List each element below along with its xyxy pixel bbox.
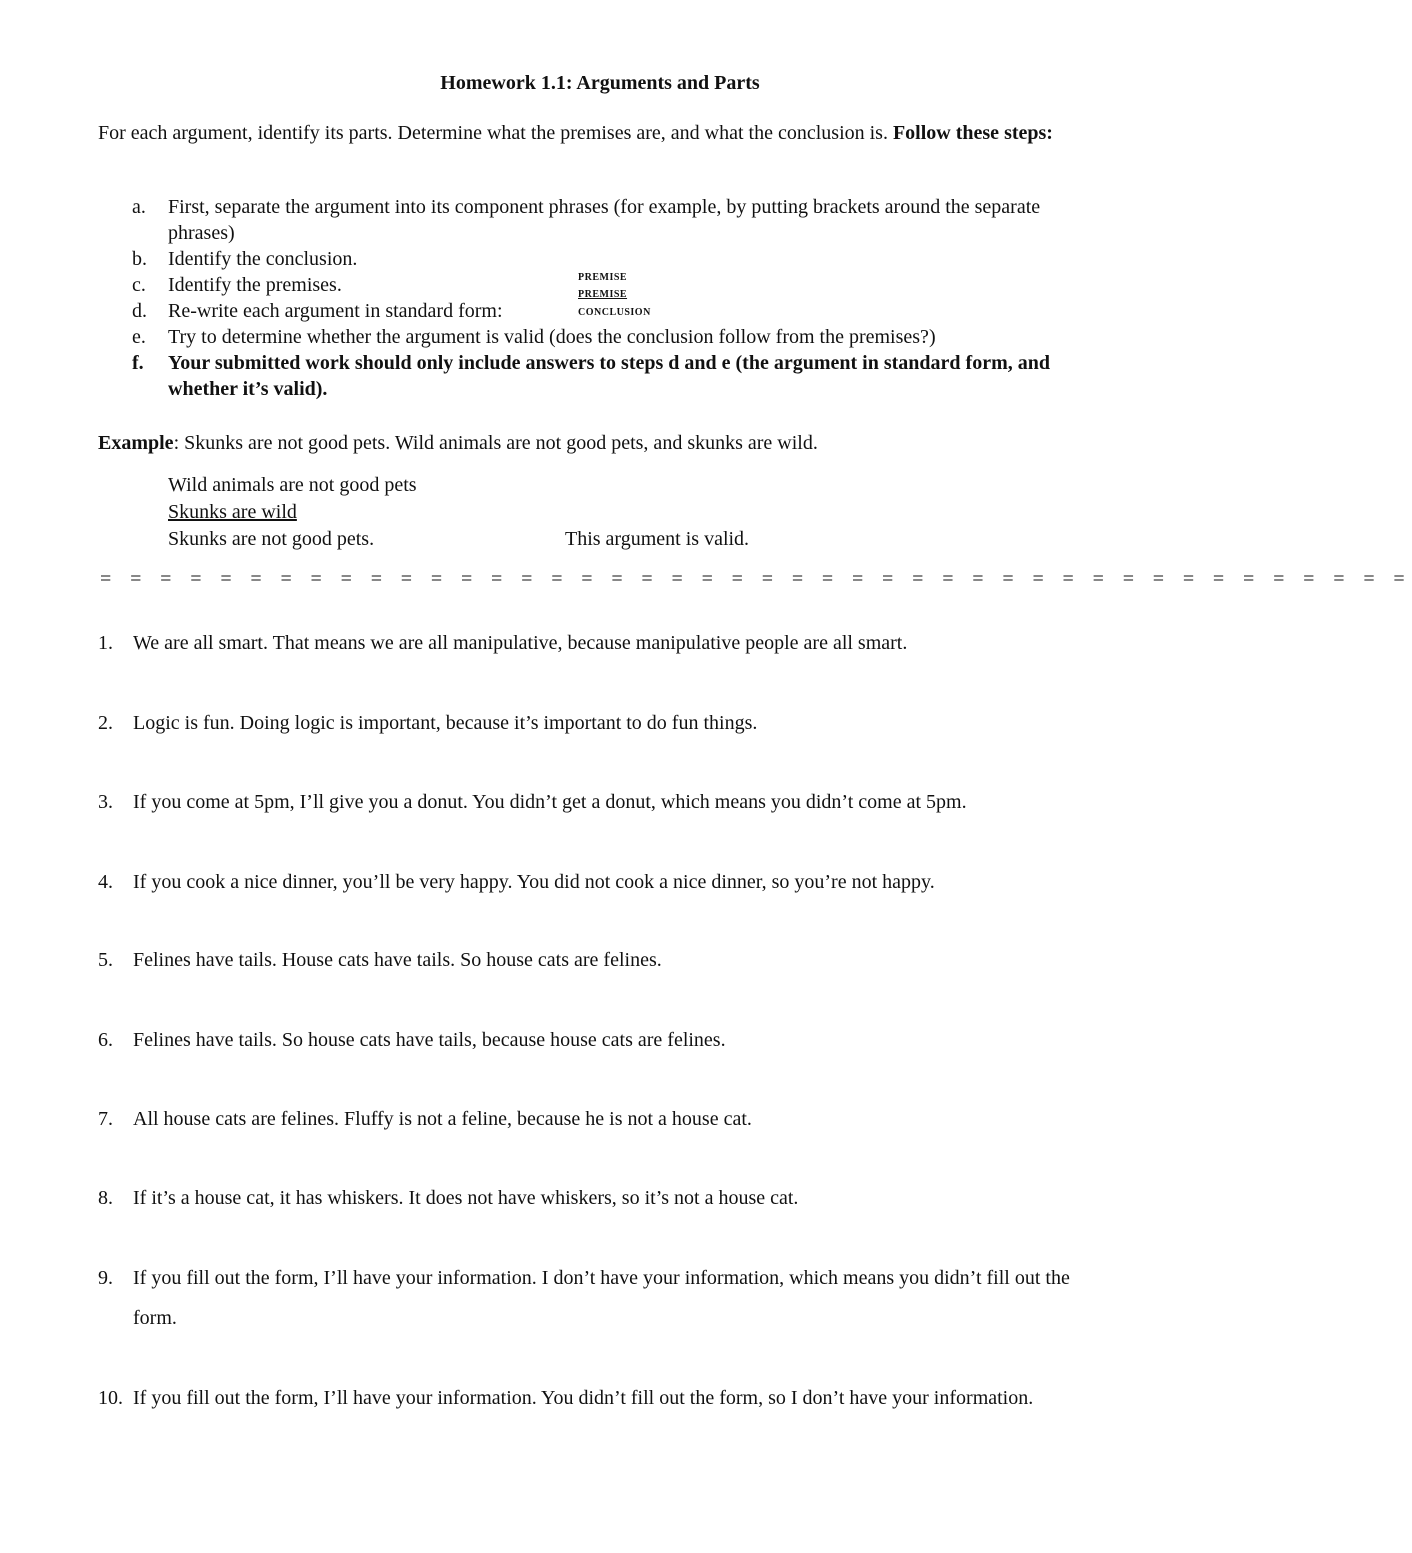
question-text: If you cook a nice dinner, you’ll be very happy. You did not cook a nice dinner, so you’re not happy. <box>133 871 935 893</box>
step-text: Try to determine whether the argument is valid (does the conclusion follow from the premises?) <box>168 326 936 348</box>
question-number: 7. <box>98 1108 113 1130</box>
step-text: First, separate the argument into its component phrases (for example, by putting brackets around the separate phrases) <box>168 196 1041 244</box>
example-paragraph <box>98 430 1098 456</box>
question-4 <box>98 862 1108 902</box>
divider-line: = = = = = = = = = = = = = = = = = = = = = = = = = = = = = = = = = = = = = = = = = = = = <box>100 568 1412 590</box>
step-label: a. <box>132 196 146 218</box>
question-3 <box>98 782 1108 822</box>
question-text: Logic is fun. Doing logic is important, because it’s important to do fun things. <box>133 712 758 734</box>
question-number: 10. <box>98 1387 123 1409</box>
step-f <box>98 350 1098 402</box>
question-2 <box>98 703 1108 743</box>
step-text: Your submitted work should only include answers to steps d and e (the argument in standard form, and whether it’s valid). <box>168 352 1050 400</box>
question-number: 4. <box>98 871 113 893</box>
question-9 <box>98 1258 1108 1338</box>
question-text: If you fill out the form, I’ll have your information. I don’t have your information, which means you didn’t fill out the form. <box>133 1267 1070 1329</box>
step-label: e. <box>132 326 146 348</box>
question-number: 8. <box>98 1187 113 1209</box>
question-7 <box>98 1099 1108 1139</box>
example-label: Example <box>98 432 174 454</box>
question-number: 5. <box>98 949 113 971</box>
step-text: Identify the premises. <box>168 274 342 296</box>
page-title: Homework 1.1: Arguments and Parts <box>440 72 760 94</box>
question-number: 3. <box>98 791 113 813</box>
question-text: All house cats are felines. Fluffy is not a feline, because he is not a house cat. <box>133 1108 752 1130</box>
question-number: 2. <box>98 712 113 734</box>
question-text: If it’s a house cat, it has whiskers. It does not have whiskers, so it’s not a house cat. <box>133 1187 799 1209</box>
step-label: f. <box>132 352 144 374</box>
question-number: 1. <box>98 632 113 654</box>
question-1 <box>98 623 1108 663</box>
mini-premise-2: PREMISE <box>578 289 628 300</box>
intro-bold-text: Follow these steps: <box>892 122 1053 144</box>
question-6 <box>98 1020 1108 1060</box>
step-e <box>98 324 1098 350</box>
example-text: : Skunks are not good pets. Wild animals are not good pets, and skunks are wild. <box>173 432 818 454</box>
step-label: c. <box>132 274 146 296</box>
example-premise-2: Skunks are wild <box>168 501 297 523</box>
example-standard-form <box>168 472 868 553</box>
example-verdict: This argument is valid. <box>565 528 750 550</box>
question-text: We are all smart. That means we are all manipulative, because manipulative people are all smart. <box>133 632 908 654</box>
question-10 <box>98 1378 1108 1418</box>
example-premise-1: Wild animals are not good pets <box>168 474 417 496</box>
mini-conclusion: CONCLUSION <box>578 307 651 318</box>
question-text: If you fill out the form, I’ll have your information. You didn’t fill out the form, so I don’t have your information. <box>133 1387 1034 1409</box>
question-text: Felines have tails. So house cats have tails, because house cats are felines. <box>133 1029 726 1051</box>
question-number: 9. <box>98 1267 113 1289</box>
step-label: b. <box>132 248 147 270</box>
step-text: Identify the conclusion. <box>168 248 358 270</box>
step-b <box>98 246 1098 272</box>
intro-text: For each argument, identify its parts. Determine what the premises are, and what the conclusion is. <box>98 122 888 144</box>
example-conclusion: Skunks are not good pets. <box>168 528 375 550</box>
step-text: Re-write each argument in standard form: <box>168 300 503 322</box>
step-a <box>98 194 1098 246</box>
intro-paragraph <box>98 120 1098 147</box>
question-text: Felines have tails. House cats have tails. So house cats are felines. <box>133 949 662 971</box>
question-number: 6. <box>98 1029 113 1051</box>
question-5 <box>98 940 1108 980</box>
step-label: d. <box>132 300 147 322</box>
mini-premise-1: PREMISE <box>578 272 628 283</box>
question-text: If you come at 5pm, I’ll give you a donut. You didn’t get a donut, which means you didn’t come at 5pm. <box>133 791 967 813</box>
question-8 <box>98 1178 1108 1218</box>
